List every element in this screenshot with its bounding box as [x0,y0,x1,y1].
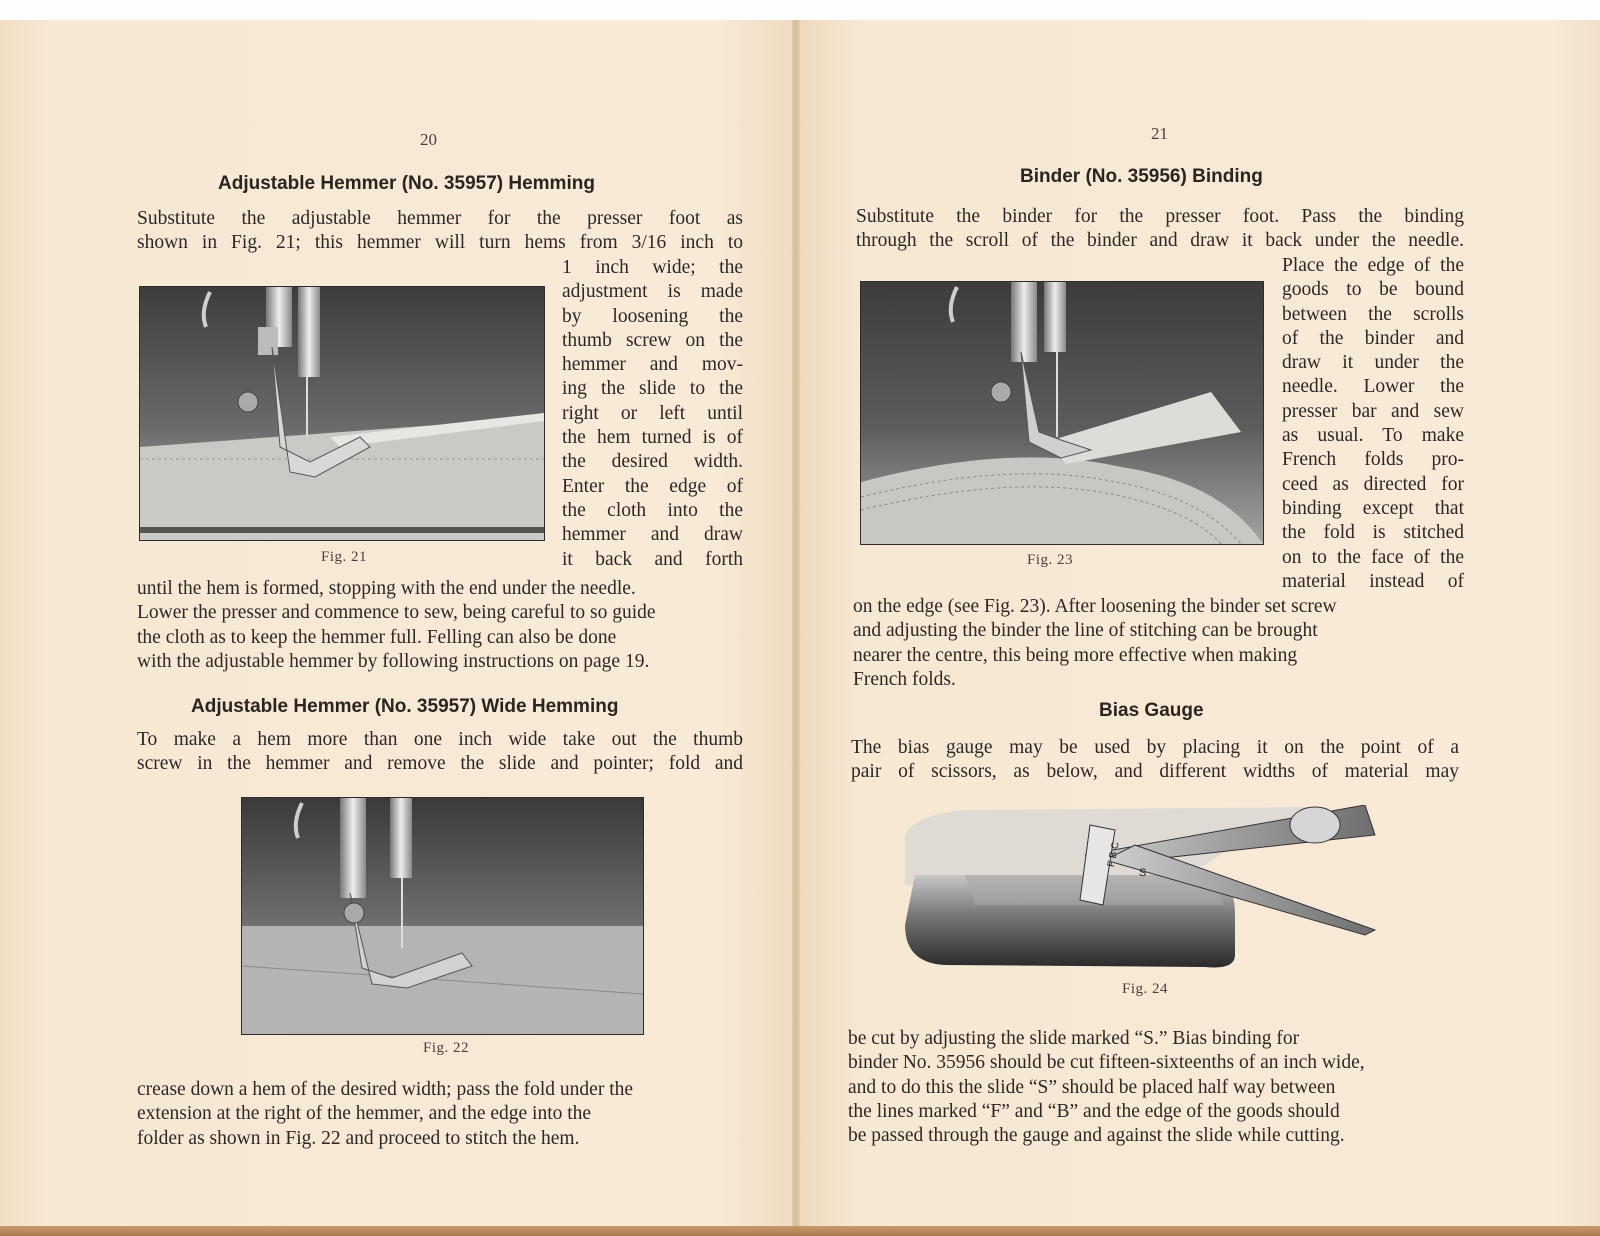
hemming-paragraph-side [562,256,743,572]
text-line: draw it under the [1282,352,1464,374]
text-line: adjustment is made [562,281,743,303]
text-line: Enter the edge of [562,475,743,497]
text-line: 1 inch wide; the [562,257,743,278]
page-number-left: 20 [420,130,437,149]
figure-22-image [241,797,644,1035]
text-line: Lower the presser and commence to sew, being careful to so guide [137,602,656,624]
page-gutter [792,20,800,1232]
figure-23-caption: Fig. 23 [1027,552,1074,568]
text-line: French folds pro- [1282,449,1464,471]
text-line: needle. Lower the [1282,376,1464,398]
text-line: Place the edge of the [1282,255,1464,276]
text-line: material instead of [1282,570,1464,592]
text-line: hemmer and mov- [562,354,743,376]
wide-hemming-paragraph-top [137,728,743,777]
text-line: the cloth into the [562,499,743,521]
text-line: nearer the centre, this being more effective when making [853,644,1298,666]
text-line: Substitute the binder for the presser foot. Pass the binding [856,206,1464,227]
text-line: through the scroll of the binder and draw it back under the needle. [856,230,1464,252]
text-line: ing the slide to the [562,378,743,400]
text-line: of the binder and [1282,327,1464,349]
wide-hemming-paragraph-bottom [137,1078,743,1151]
section-heading-bias-gauge: Bias Gauge [1099,700,1204,721]
text-line: To make a hem more than one inch wide take out the thumb [137,729,743,750]
text-line: French folds. [853,668,956,690]
section-heading-wide-hemming: Adjustable Hemmer (No. 35957) Wide Hemming [191,696,619,717]
booklet-bottom-edge [0,1226,1600,1236]
bias-gauge-paragraph-top [851,736,1459,785]
section-heading-binding: Binder (No. 35956) Binding [1020,166,1263,187]
figure-21-image [139,286,545,541]
gauge-letter: F [1105,859,1118,869]
gauge-letter: C [1109,840,1122,851]
text-line: pair of scissors, as below, and different widths of material may [851,761,1459,783]
text-line: binding except that [1282,497,1464,519]
text-line: The bias gauge may be used by placing it on the point of a [851,737,1459,758]
figure-21-caption: Fig. 21 [321,549,368,565]
hemming-paragraph-bottom [137,577,743,674]
text-line: the desired width. [562,451,743,473]
text-line: it back and forth [562,548,743,570]
text-line: folder as shown in Fig. 22 and proceed to stitch the hem. [137,1127,580,1149]
hemming-paragraph-top [137,207,743,256]
binding-paragraph-top [856,205,1464,254]
text-line: the fold is stitched [1282,522,1464,544]
text-line: goods to be bound [1282,279,1464,301]
text-line: hemmer and draw [562,524,743,546]
figure-22-caption: Fig. 22 [423,1040,470,1056]
gauge-slide-letter: S [1139,867,1147,879]
text-line: thumb screw on the [562,329,743,351]
text-line: until the hem is formed, stopping with the end under the needle. [137,578,636,599]
text-line: right or left until [562,402,743,424]
section-heading-hemming: Adjustable Hemmer (No. 35957) Hemming [218,173,595,194]
text-line: by loosening the [562,305,743,327]
text-line: the lines marked “F” and “B” and the edge of the goods should [848,1100,1340,1122]
text-line: ceed as directed for [1282,473,1464,495]
text-line: be cut by adjusting the slide marked “S.” Bias binding for [848,1028,1300,1049]
text-line: between the scrolls [1282,303,1464,325]
text-line: Substitute the adjustable hemmer for the presser foot as [137,208,743,229]
text-line: as usual. To make [1282,425,1464,447]
text-line: shown in Fig. 21; this hemmer will turn hems from 3/16 inch to [137,232,743,254]
text-line: on the edge (see Fig. 23). After loosening the binder set screw [853,596,1337,617]
text-line: the hem turned is of [562,427,743,449]
binding-paragraph-bottom [853,595,1463,692]
text-line: be passed through the gauge and against the slide while cutting. [848,1125,1345,1147]
page-number-right: 21 [1151,124,1168,143]
text-line: with the adjustable hemmer by following instructions on page 19. [137,650,650,672]
binding-paragraph-side [1282,254,1464,594]
text-line: the cloth as to keep the hemmer full. Felling can also be done [137,626,617,648]
gauge-letter: B [1107,850,1120,860]
figure-23-image [860,281,1264,545]
figure-24-image [905,805,1410,985]
text-line: binder No. 35956 should be cut fifteen-sixteenths of an inch wide, [848,1052,1365,1074]
text-line: crease down a hem of the desired width; pass the fold under the [137,1079,634,1100]
text-line: presser bar and sew [1282,400,1464,422]
text-line: and adjusting the binder the line of stitching can be brought [853,620,1318,642]
text-line: extension at the right of the hemmer, and the edge into the [137,1103,592,1125]
figure-24-caption: Fig. 24 [1122,981,1169,997]
text-line: and to do this the slide “S” should be placed half way between [848,1076,1336,1098]
text-line: on to the face of the [1282,546,1464,568]
bias-gauge-paragraph-bottom [848,1027,1456,1148]
text-line: screw in the hemmer and remove the slide and pointer; fold and [137,753,743,775]
